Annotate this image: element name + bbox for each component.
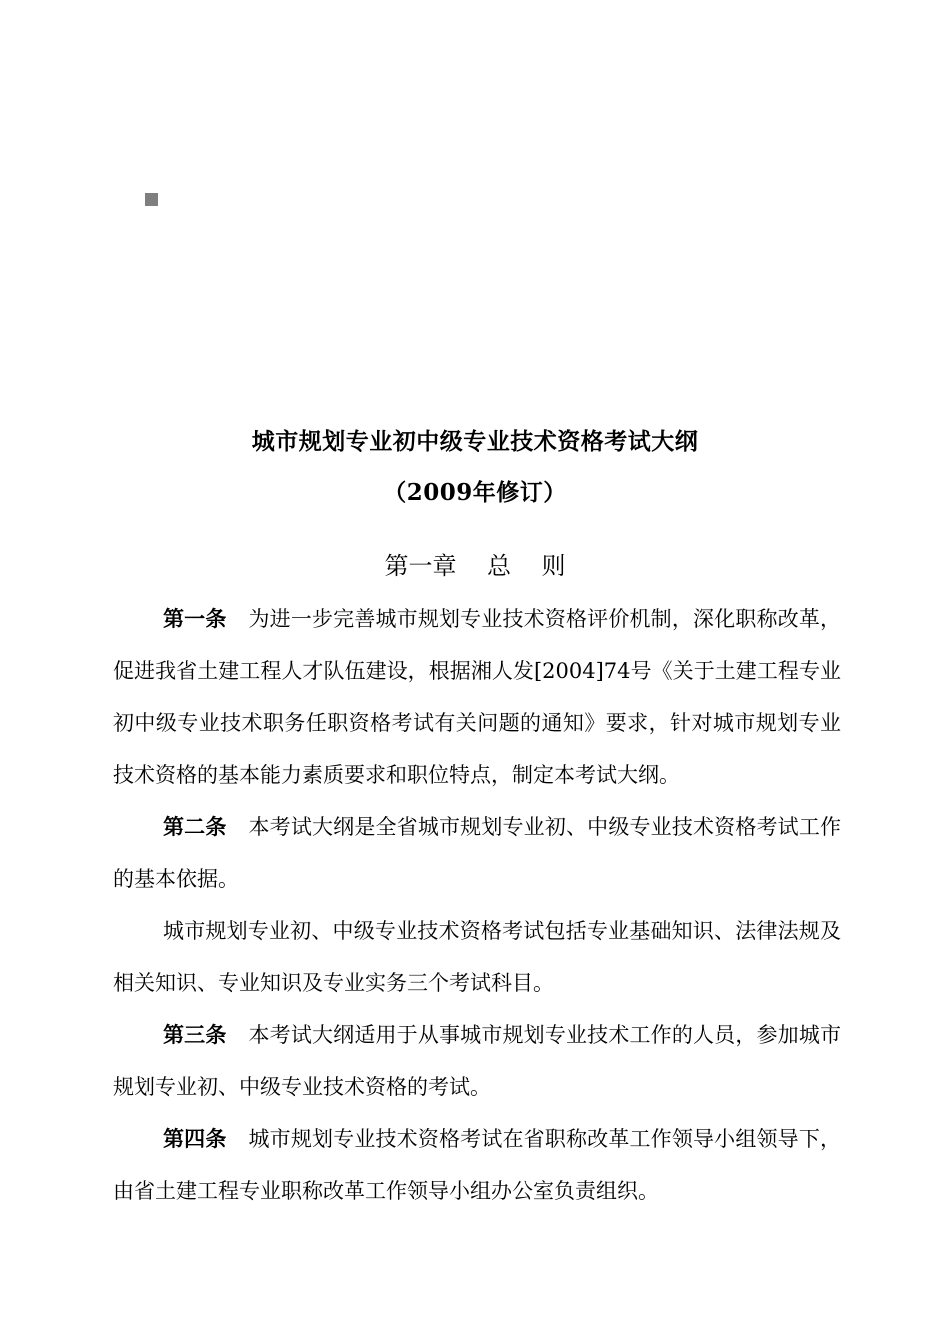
article-text: 为进一步完善城市规划专业技术资格评价机制，深化职称改革，促进我省土建工程人才队伍建设，根据湘人发[2004]74号《关于土建工程专业初中级专业技术职务任职资格考试有关问题的通知》要求，针对城市规划专业技术资格的基本能力素质要求和职位特点，制定本考试大纲。 (113, 607, 841, 787)
square-bullet-icon (145, 193, 158, 206)
article-text: 城市规划专业技术资格考试在省职称改革工作领导小组领导下，由省土建工程专业职称改革工作领导小组办公室负责组织。 (113, 1127, 841, 1203)
article-text: 城市规划专业初、中级专业技术资格考试包括专业基础知识、法律法规及相关知识、专业知识及专业实务三个考试科目。 (113, 919, 841, 995)
article-1 (113, 593, 841, 801)
article-2-continued (113, 905, 841, 1009)
document-subtitle: （2009年修订） (383, 479, 567, 506)
article-text: 本考试大纲适用于从事城市规划专业技术工作的人员，参加城市规划专业初、中级专业技术资格的考试。 (113, 1023, 841, 1099)
article-text: 本考试大纲是全省城市规划专业初、中级专业技术资格考试工作的基本依据。 (113, 815, 841, 891)
chapter-heading: 第一章 总 则 (384, 552, 566, 580)
article-label: 第四条 (163, 1127, 227, 1151)
article-3 (113, 1009, 841, 1113)
article-2 (113, 801, 841, 905)
document-title: 城市规划专业初中级专业技术资格考试大纲 (251, 428, 699, 455)
article-label: 第一条 (163, 607, 227, 631)
article-label: 第三条 (163, 1023, 227, 1047)
document-body (113, 593, 841, 1217)
article-label: 第二条 (163, 815, 227, 839)
article-4 (113, 1113, 841, 1217)
